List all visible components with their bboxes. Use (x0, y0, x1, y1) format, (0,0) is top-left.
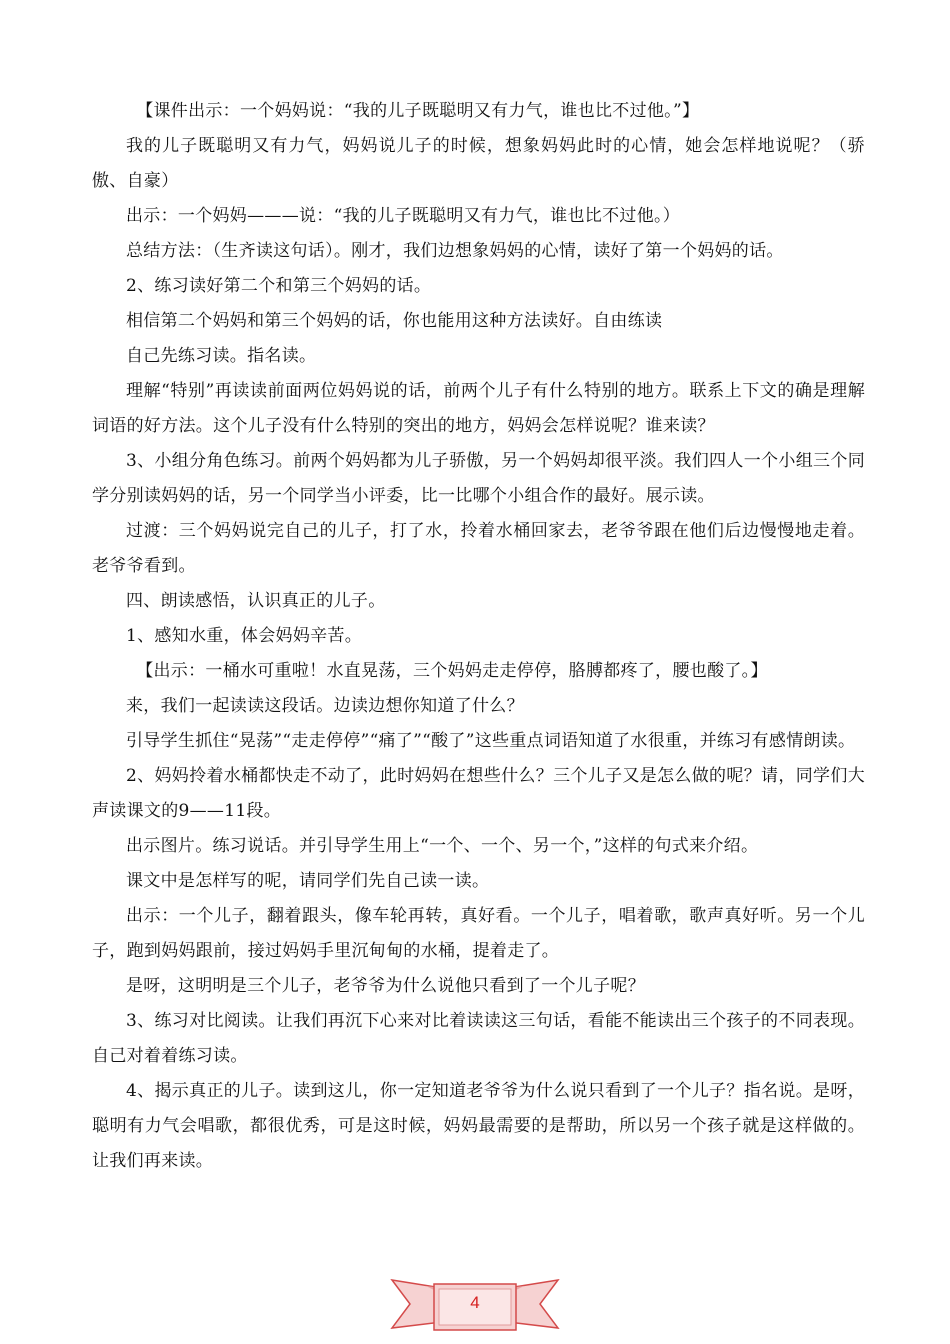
paragraph: 来，我们一起读读这段话。边读边想你知道了什么？ (126, 696, 524, 716)
page-number-badge (390, 1272, 560, 1338)
page-number: 4 (470, 1293, 480, 1312)
paragraph: 3、练习对比阅读。让我们再沉下心来对比着读读这三句话，看能不能读出三个孩子的不同表现。自己对着着练习读。 (92, 1011, 865, 1066)
paragraph: 出示图片。练习说话。并引导学生用上“一个、一个、另一个，”这样的句式来介绍。 (126, 836, 759, 856)
paragraph: 1、感知水重，体会妈妈辛苦。 (126, 626, 363, 646)
paragraph: 【出示：一桶水可重啦！水直晃荡，三个妈妈走走停停，胳膊都疼了，腰也酸了。】 (136, 661, 768, 681)
paragraph: 引导学生抓住“晃荡”“走走停停”“痛了”“酸了”这些重点词语知道了水很重，并练习有感情朗读。 (126, 731, 856, 751)
paragraph: 出示：一个儿子，翻着跟头，像车轮再转，真好看。一个儿子，唱着歌，歌声真好听。另一个儿子，跑到妈妈跟前，接过妈妈手里沉甸甸的水桶，提着走了。 (92, 906, 865, 961)
paragraph: 2、妈妈拎着水桶都快走不动了，此时妈妈在想些什么？三个儿子又是怎么做的呢？请，同学们大声读课文的9——11段。 (92, 766, 865, 821)
paragraph: 总结方法：（生齐读这句话）。刚才，我们边想象妈妈的心情，读好了第一个妈妈的话。 (126, 241, 784, 261)
paragraph: 【课件出示：一个妈妈说：“我的儿子既聪明又有力气，谁也比不过他。”】 (136, 101, 700, 121)
paragraph: 4、揭示真正的儿子。读到这儿，你一定知道老爷爷为什么说只看到了一个儿子？指名说。是呀，聪明有力气会唱歌，都很优秀，可是这时候，妈妈最需要的是帮助，所以另一个孩子就是这样做的。让我们再来读。 (92, 1081, 865, 1171)
paragraph: 课文中是怎样写的呢，请同学们先自己读一读。 (126, 871, 490, 891)
paragraph: 理解“特别”再读读前面两位妈妈说的话，前两个儿子有什么特别的地方。联系上下文的确是理解词语的好方法。这个儿子没有什么特别的突出的地方，妈妈会怎样说呢？谁来读？ (92, 381, 865, 436)
paragraph: 自己先练习读。指名读。 (126, 346, 317, 366)
paragraph: 3、小组分角色练习。前两个妈妈都为儿子骄傲，另一个妈妈却很平淡。我们四人一个小组三个同学分别读妈妈的话，另一个同学当小评委，比一比哪个小组合作的最好。展示读。 (92, 451, 865, 506)
paragraph: 2、练习读好第二个和第三个妈妈的话。 (126, 276, 432, 296)
paragraph: 相信第二个妈妈和第三个妈妈的话，你也能用这种方法读好。自由练读 (126, 311, 663, 331)
paragraph: 是呀，这明明是三个儿子，老爷爷为什么说他只看到了一个儿子呢？ (126, 976, 645, 996)
section-heading: 四、朗读感悟，认识真正的儿子。 (126, 591, 386, 611)
paragraph: 出示：一个妈妈———说：“我的儿子既聪明又有力气，谁也比不过他。） (126, 206, 681, 226)
paragraph: 过渡：三个妈妈说完自己的儿子，打了水，拎着水桶回家去，老爷爷跟在他们后边慢慢地走着。老爷爷看到。 (92, 521, 865, 576)
paragraph: 我的儿子既聪明又有力气，妈妈说儿子的时候，想象妈妈此时的心情，她会怎样地说呢？（骄傲、自豪） (92, 136, 865, 191)
document-body (92, 94, 865, 1179)
